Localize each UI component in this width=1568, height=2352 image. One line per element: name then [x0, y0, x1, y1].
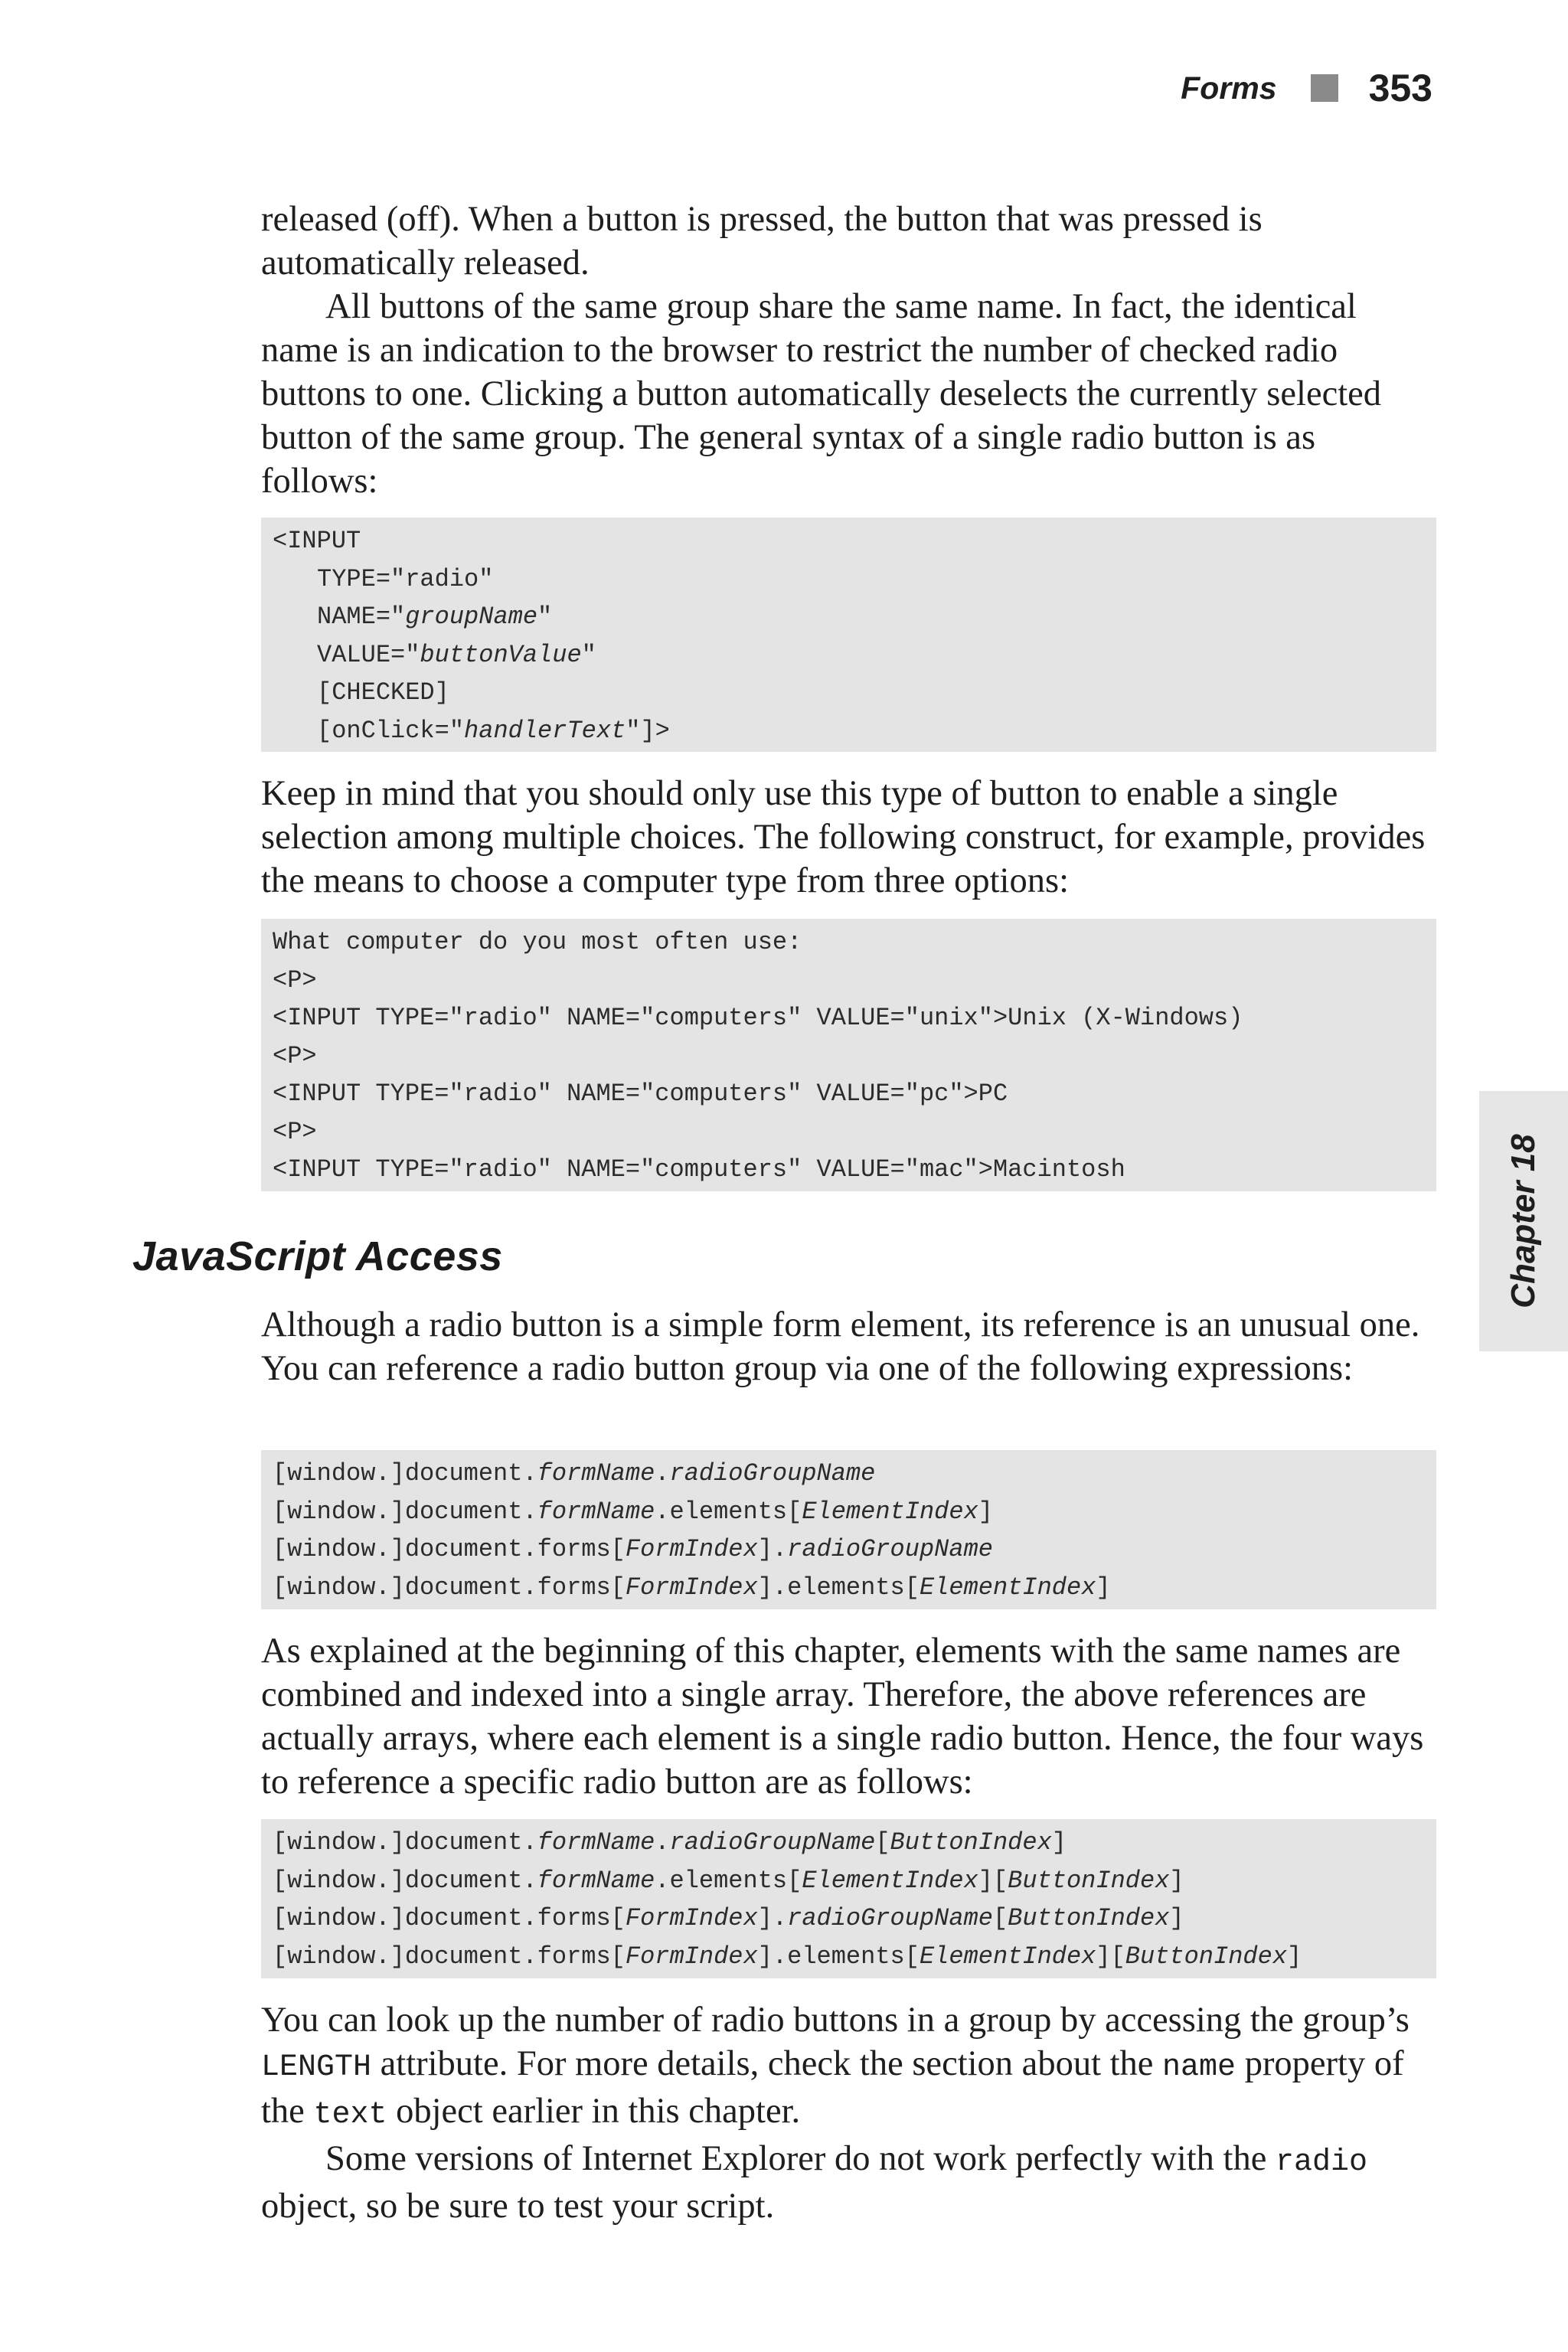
- paragraph-7: Some versions of Internet Explorer do not work perfectly with the radio object, so be sure to test your script.: [261, 2139, 1367, 2226]
- section-heading: JavaScript Access: [132, 1233, 503, 1279]
- code-line: [window.]document.formName.elements[ElementIndex][ButtonIndex]: [273, 1866, 1184, 1895]
- section-title: Forms: [1181, 70, 1277, 106]
- code-line: [CHECKED]: [317, 678, 449, 707]
- code-line: <INPUT TYPE="radio" NAME="computers" VALUE="unix">Unix (X-Windows): [273, 1004, 1243, 1032]
- code-line: [window.]document.forms[FormIndex].elements[ElementIndex]: [273, 1573, 1111, 1602]
- code-line: [window.]document.formName.elements[ElementIndex]: [273, 1497, 993, 1526]
- code-block-syntax: [261, 518, 1436, 752]
- code-line: [window.]document.formName.radioGroupName[ButtonIndex]: [273, 1828, 1067, 1857]
- text-block-5: [261, 1629, 1436, 1804]
- inline-code-radio: radio: [1275, 2145, 1367, 2180]
- running-header: [1181, 66, 1432, 110]
- paragraph-6: You can look up the number of radio buttons in a group by accessing the group’s LENGTH attribute. For more details, check the section about the name property of the text object earlier in this chapter.: [261, 2001, 1410, 2132]
- page-number: 353: [1368, 67, 1432, 109]
- code-line: VALUE="buttonValue": [317, 640, 596, 669]
- text-block-4: [261, 1303, 1436, 1390]
- paragraph-1: released (off). When a button is pressed, the button that was pressed is automatically released.: [261, 200, 1263, 283]
- intro-text: [261, 198, 1436, 503]
- code-line: <INPUT TYPE="radio" NAME="computers" VALUE="pc">PC: [273, 1080, 1008, 1108]
- code-line: What computer do you most often use:: [273, 928, 802, 956]
- code-line: [window.]document.forms[FormIndex].elements[ElementIndex][ButtonIndex]: [273, 1942, 1302, 1971]
- code-line: NAME="groupName": [317, 603, 553, 631]
- inline-code-name: name: [1162, 2050, 1236, 2085]
- code-line: <INPUT TYPE="radio" NAME="computers" VALUE="mac">Macintosh: [273, 1155, 1125, 1184]
- header-square-marker: [1311, 74, 1338, 102]
- paragraph-2: All buttons of the same group share the same name. In fact, the identical name is an indication to the browser to restrict the number of checked radio buttons to one. Clicking a button automatically deselects the currently selected button of the same group. The general syntax of a single radio button is as follows:: [261, 287, 1382, 501]
- code-block-element-refs: [261, 1819, 1436, 1978]
- code-line: [window.]document.formName.radioGroupName: [273, 1459, 876, 1488]
- inline-code-length: LENGTH: [261, 2050, 372, 2085]
- code-block-computers: [261, 919, 1436, 1191]
- code-line: <P>: [273, 1041, 317, 1070]
- chapter-tab-label: Chapter 18: [1504, 1134, 1542, 1308]
- code-line: [window.]document.forms[FormIndex].radioGroupName: [273, 1535, 993, 1563]
- code-line: [window.]document.forms[FormIndex].radioGroupName[ButtonIndex]: [273, 1904, 1184, 1932]
- paragraph-5: As explained at the beginning of this chapter, elements with the same names are combined and indexed into a single array. Therefore, the above references are actually arrays, where each element is a single radio button. Hence, the four ways to reference a specific radio button are as follows:: [261, 1632, 1424, 1802]
- code-line: [onClick="handlerText"]>: [317, 716, 670, 745]
- code-block-group-refs: [261, 1450, 1436, 1609]
- inline-code-text: text: [313, 2098, 387, 2132]
- code-line: <P>: [273, 965, 317, 995]
- text-block-6: [261, 1998, 1436, 2228]
- code-line: <INPUT: [273, 527, 361, 555]
- text-block-3: [261, 772, 1436, 903]
- code-line: <P>: [273, 1117, 317, 1146]
- paragraph-4: Although a radio button is a simple form element, its reference is an unusual one. You can reference a radio button group via one of the following expressions:: [261, 1305, 1420, 1388]
- code-line: TYPE="radio": [317, 564, 494, 593]
- chapter-tab: [1479, 1091, 1568, 1351]
- paragraph-3: Keep in mind that you should only use this type of button to enable a single selection among multiple choices. The following construct, for example, provides the means to choose a computer type from three options:: [261, 774, 1426, 900]
